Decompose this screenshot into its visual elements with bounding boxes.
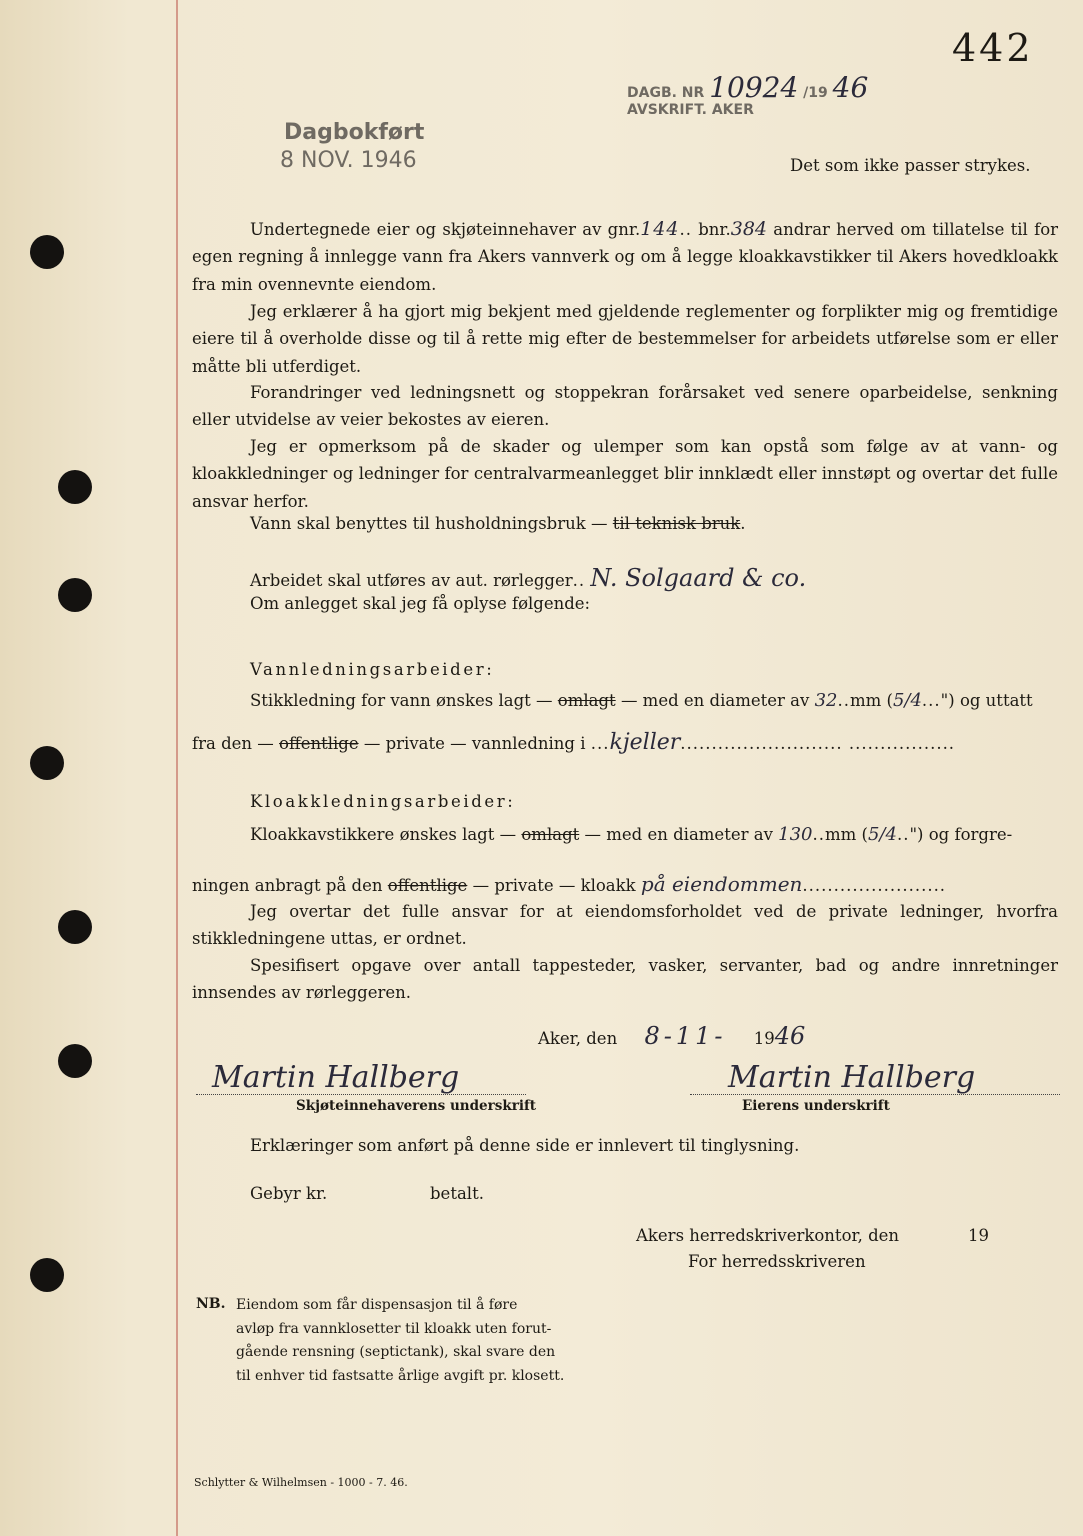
sewer-text-d: ") og forgre-: [909, 825, 1013, 844]
office-year: 19: [968, 1226, 989, 1245]
dagbokfort-stamp: Dagbokført: [284, 120, 425, 145]
punch-hole: [30, 235, 64, 269]
punch-hole: [58, 578, 92, 612]
intro-paragraph-1: Undertegnede eier og skjøteinnehaver av gnr.144.. bnr.384 andrar herved om tillatelse til for egen regning å innlegge vann fra Akers vannverk og om å legge kloakkavstikker til Akers hovedkloakk fra min ovennevnte eiendom.: [192, 218, 1059, 294]
plumber-line: Arbeidet skal utføres av aut. rørlegger.. N. Solgaard & co.: [250, 564, 807, 592]
margin-rule: [176, 0, 178, 1536]
sewer-heading: Kloakkledningsarbeider:: [250, 792, 516, 811]
water-l2-text-b: — private — vannledning i: [363, 734, 586, 753]
nb-text: [236, 1294, 564, 1388]
water-line-2: fra den — offentlige — private — vannledning i ...kjeller.......................... .................: [192, 730, 956, 755]
sewer-paragraph-1: Jeg overtar det fulle ansvar for at eiendomsforholdet ved de private ledninger, hvorfra stikkledningene uttas, er ordnet.: [192, 902, 1058, 949]
water-heading: Vannledningsarbeider:: [250, 660, 495, 679]
punch-hole: [58, 910, 92, 944]
usage-struck: til teknisk bruk: [612, 514, 741, 533]
signing-date: 8-11-: [644, 1022, 727, 1050]
nb-label: NB.: [196, 1296, 226, 1312]
avskrift-stamp: AVSKRIFT. AKER: [627, 102, 754, 118]
water-text-c: mm (: [849, 691, 893, 710]
water-text-d: ") og uttatt: [940, 691, 1033, 710]
dagb-nr-label: DAGB. NR: [627, 85, 705, 101]
water-diameter-mm: 32: [814, 690, 838, 711]
sewer-text: Kloakkavstikkere ønskes lagt —: [250, 825, 517, 844]
signing-year-prefix: 19: [753, 1029, 775, 1048]
dagb-nr-value: 10924: [709, 71, 799, 104]
water-l2-struck: offentlige: [279, 734, 359, 753]
sewer-line-1: Kloakkavstikkere ønskes lagt — omlagt — med en diameter av 130..mm (5/4..") og forgre-: [250, 824, 1013, 845]
water-struck: omlagt: [557, 691, 616, 710]
intro-text-cont: andrar herved om tillatelse til for egen regning å innlegge vann fra Akers vannverk og om å legge kloakkavstikker til Akers hovedkloakk fra min ovennevnte eiendom.: [192, 220, 1059, 294]
water-location: kjeller: [609, 730, 681, 755]
fee-paid: betalt.: [430, 1184, 484, 1203]
water-text: Stikkledning for vann ønskes lagt —: [250, 691, 553, 710]
signature-rule-right: [690, 1094, 1060, 1095]
usage-text: Vann skal benyttes til husholdningsbruk —: [250, 514, 608, 533]
intro-text: Undertegnede eier og skjøteinnehaver av gnr.: [250, 220, 641, 239]
water-text-b: — med en diameter av: [620, 691, 810, 710]
sewer-l2-text: ningen anbragt på den: [192, 876, 383, 895]
nb-line: til enhver tid fastsatte årlige avgift pr. klosett.: [236, 1367, 565, 1384]
owner-signature-left: Martin Hallberg: [212, 1060, 460, 1095]
signing-year: 46: [774, 1022, 806, 1050]
sewer-location: på eiendommen: [640, 872, 803, 896]
fee-label: Gebyr kr.: [250, 1184, 328, 1203]
for-line: For herredsskriveren: [688, 1252, 866, 1271]
dagb-nr-stamp: [627, 71, 868, 104]
intro-paragraph-3: Forandringer ved ledningsnett og stoppekran forårsaket ved senere oparbeidelse, senkning eller utvidelse av veier bekostes av eieren.: [192, 383, 1058, 430]
punch-hole: [30, 1258, 64, 1292]
dagbokfort-date: 8 NOV. 1946: [280, 148, 417, 173]
plumber-value: N. Solgaard & co.: [590, 564, 807, 592]
signature-caption-left: Skjøteinnehaverens underskrift: [296, 1098, 536, 1114]
place-label: Aker, den: [538, 1029, 618, 1048]
sewer-text-b: — med en diameter av: [584, 825, 773, 844]
sewer-l2-text-b: — private — kloakk: [472, 876, 636, 895]
office-line: Akers herredskriverkontor, den: [636, 1226, 900, 1245]
declaration-line: Erklæringer som anført på denne side er innlevert til tinglysning.: [250, 1136, 800, 1155]
printer-imprint: Schlytter & Wilhelmsen - 1000 - 7. 46.: [194, 1476, 408, 1489]
sewer-text-c: mm (: [825, 825, 868, 844]
year-value: 46: [832, 71, 869, 104]
bnr-label: bnr.: [698, 220, 731, 239]
sewer-diameter-in: 5/4: [867, 824, 897, 845]
water-l2-text: fra den —: [192, 734, 274, 753]
intro-paragraph-4: Jeg er opmerksom på de skader og ulemper som kan opstå som følge av at vann- og kloakkledninger og ledninger for centralvarmeanlegget blir innklædt eller innstøpt og overtar det fulle ansvar herfor.: [192, 437, 1058, 511]
sewer-paragraph-2: Spesifisert opgave over antall tappesteder, vasker, servanter, bad og andre innretninger innsendes av rørleggeren.: [192, 956, 1058, 1003]
nb-line: avløp fra vannklosetter til kloakk uten forut-: [236, 1320, 552, 1337]
water-diameter-in: 5/4: [892, 690, 922, 711]
water-line-1: Stikkledning for vann ønskes lagt — omlagt — med en diameter av 32..mm (5/4...") og uttatt: [250, 690, 1033, 711]
signature-rule-left: [196, 1094, 526, 1095]
owner-signature-right: Martin Hallberg: [728, 1060, 976, 1095]
page-number: 442: [952, 26, 1034, 70]
usage-line: [250, 514, 746, 533]
punch-hole: [30, 746, 64, 780]
sewer-l2-struck: offentlige: [387, 876, 468, 895]
signature-caption-right: Eierens underskrift: [742, 1098, 890, 1114]
sewer-line-2: ningen anbragt på den offentlige — private — kloakk på eiendommen.......................: [192, 872, 947, 896]
punch-hole: [58, 470, 92, 504]
sewer-diameter-mm: 130: [778, 824, 813, 845]
sewer-struck: omlagt: [521, 825, 580, 844]
punch-hole: [58, 1044, 92, 1078]
signing-date-line: [538, 1022, 805, 1050]
nb-line: Eiendom som får dispensasjon til å føre: [236, 1297, 518, 1313]
nb-line: gående rensning (septictank), skal svare den: [236, 1344, 556, 1360]
bnr-value: 384: [730, 218, 768, 240]
intro-paragraph-2: Jeg erklærer å ha gjort mig bekjent med gjeldende reglementer og forplikter mig og fremtidige eiere til å overholde disse og til å rette mig efter de bestemmelser for arbeidets utførelse som er eller måtte bli utferdiget.: [192, 302, 1058, 376]
gnr-value: 144: [640, 218, 680, 240]
year-prefix: /19: [803, 85, 828, 101]
usage-end: .: [740, 514, 746, 533]
strike-note: Det som ikke passer strykes.: [790, 156, 1031, 175]
plumber-label: Arbeidet skal utføres av aut. rørlegger: [250, 571, 573, 590]
inform-line: Om anlegget skal jeg få oplyse følgende:: [250, 594, 591, 613]
